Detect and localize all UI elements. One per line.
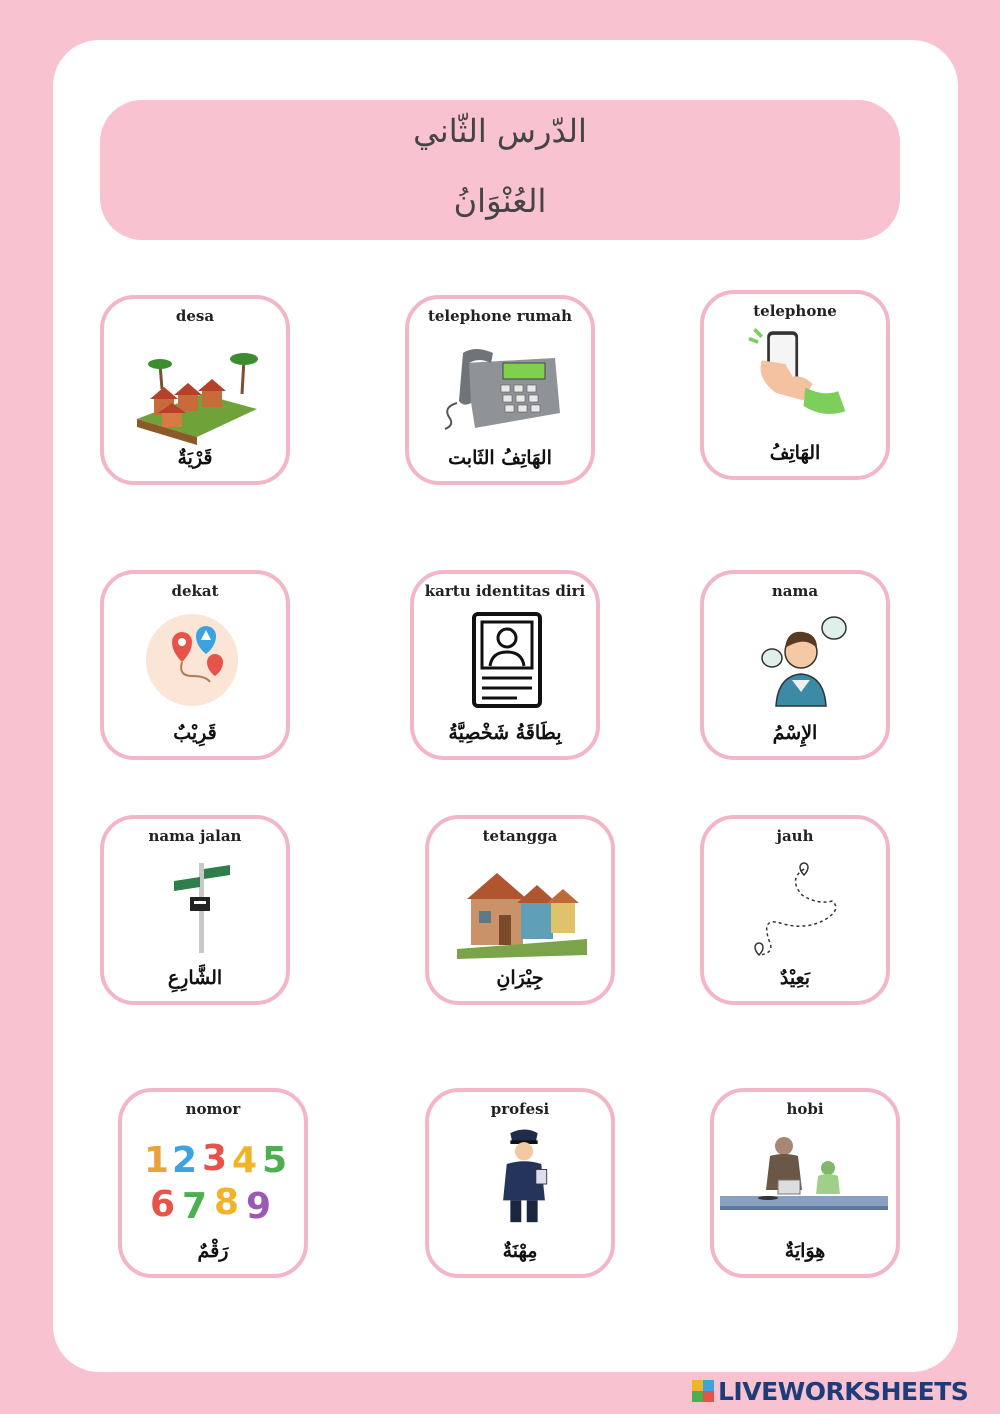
vocab-card-desa xyxy=(100,295,290,485)
village-icon xyxy=(132,349,262,449)
svg-text:1: 1 xyxy=(144,1140,170,1181)
svg-text:3: 3 xyxy=(202,1138,228,1179)
vocab-card-dekat xyxy=(100,570,290,760)
map-route-icon xyxy=(132,610,262,710)
card-label: nomor xyxy=(185,1100,241,1118)
id-card-icon xyxy=(442,612,572,712)
street-sign-icon xyxy=(132,855,262,955)
card-arabic: الإِسْمُ xyxy=(772,722,818,744)
card-label: kartu identitas diri xyxy=(424,582,586,600)
card-label: nama xyxy=(771,582,819,600)
lesson-header xyxy=(100,100,900,240)
desk-phone-icon xyxy=(435,333,565,433)
lesson-title: الدّرس الثّاني xyxy=(413,112,587,150)
card-arabic: بِطَاقَةُ شَخْصِيَّةُ xyxy=(448,722,562,744)
card-label: telephone rumah xyxy=(427,307,573,325)
vocab-card-telephone-rumah xyxy=(405,295,595,485)
svg-text:8: 8 xyxy=(214,1182,240,1223)
card-label: profesi xyxy=(490,1100,550,1118)
card-arabic: هِوَايَةٌ xyxy=(784,1240,826,1262)
svg-text:6: 6 xyxy=(150,1184,176,1225)
card-arabic: رَقْمٌ xyxy=(197,1240,229,1262)
card-label: dekat xyxy=(171,582,219,600)
card-arabic: مِهْنَةٌ xyxy=(502,1240,538,1262)
card-label: tetangga xyxy=(482,827,558,845)
svg-text:4: 4 xyxy=(232,1140,258,1181)
vocab-card-nama xyxy=(700,570,890,760)
card-arabic: قَرِيْبٌ xyxy=(173,722,217,744)
brand-mark-icon xyxy=(692,1380,714,1402)
svg-text:9: 9 xyxy=(246,1186,272,1227)
card-label: telephone xyxy=(753,302,837,320)
card-arabic: قَرْيَةٌ xyxy=(177,447,213,469)
cooking-icon xyxy=(718,1132,894,1232)
vocab-card-telephone xyxy=(700,290,890,480)
vocab-card-profesi xyxy=(425,1088,615,1278)
svg-text:7: 7 xyxy=(182,1186,208,1227)
vocab-card-hobi xyxy=(710,1088,900,1278)
card-arabic: الشَّارِعِ xyxy=(167,967,223,989)
vocab-card-jauh xyxy=(700,815,890,1005)
person-talking-icon xyxy=(734,610,864,710)
police-officer-icon xyxy=(459,1124,589,1224)
liveworksheets-logo xyxy=(692,1378,968,1404)
card-label: desa xyxy=(175,307,215,325)
svg-text:5: 5 xyxy=(262,1140,288,1181)
vocab-card-kartu-identitas xyxy=(410,570,600,760)
houses-icon xyxy=(457,859,587,959)
card-arabic: جِيْرَانِ xyxy=(496,967,544,989)
svg-text:2: 2 xyxy=(172,1140,198,1181)
card-arabic: الهَاتِفُ xyxy=(769,442,821,464)
vocab-card-nama-jalan xyxy=(100,815,290,1005)
long-path-icon xyxy=(734,859,864,959)
card-arabic: بَعِيْدٌ xyxy=(779,967,811,989)
numbers-icon xyxy=(140,1132,294,1232)
mobile-phone-icon xyxy=(734,324,864,424)
brand-name: LIVEWORKSHEETS xyxy=(718,1376,969,1406)
vocab-card-tetangga xyxy=(425,815,615,1005)
lesson-topic: العُنْوَانُ xyxy=(453,182,547,220)
card-arabic: الهَاتِفُ الثَابت xyxy=(448,447,552,469)
card-label: nama jalan xyxy=(148,827,242,845)
vocab-card-nomor xyxy=(118,1088,308,1278)
card-label: jauh xyxy=(776,827,814,845)
card-label: hobi xyxy=(786,1100,824,1118)
